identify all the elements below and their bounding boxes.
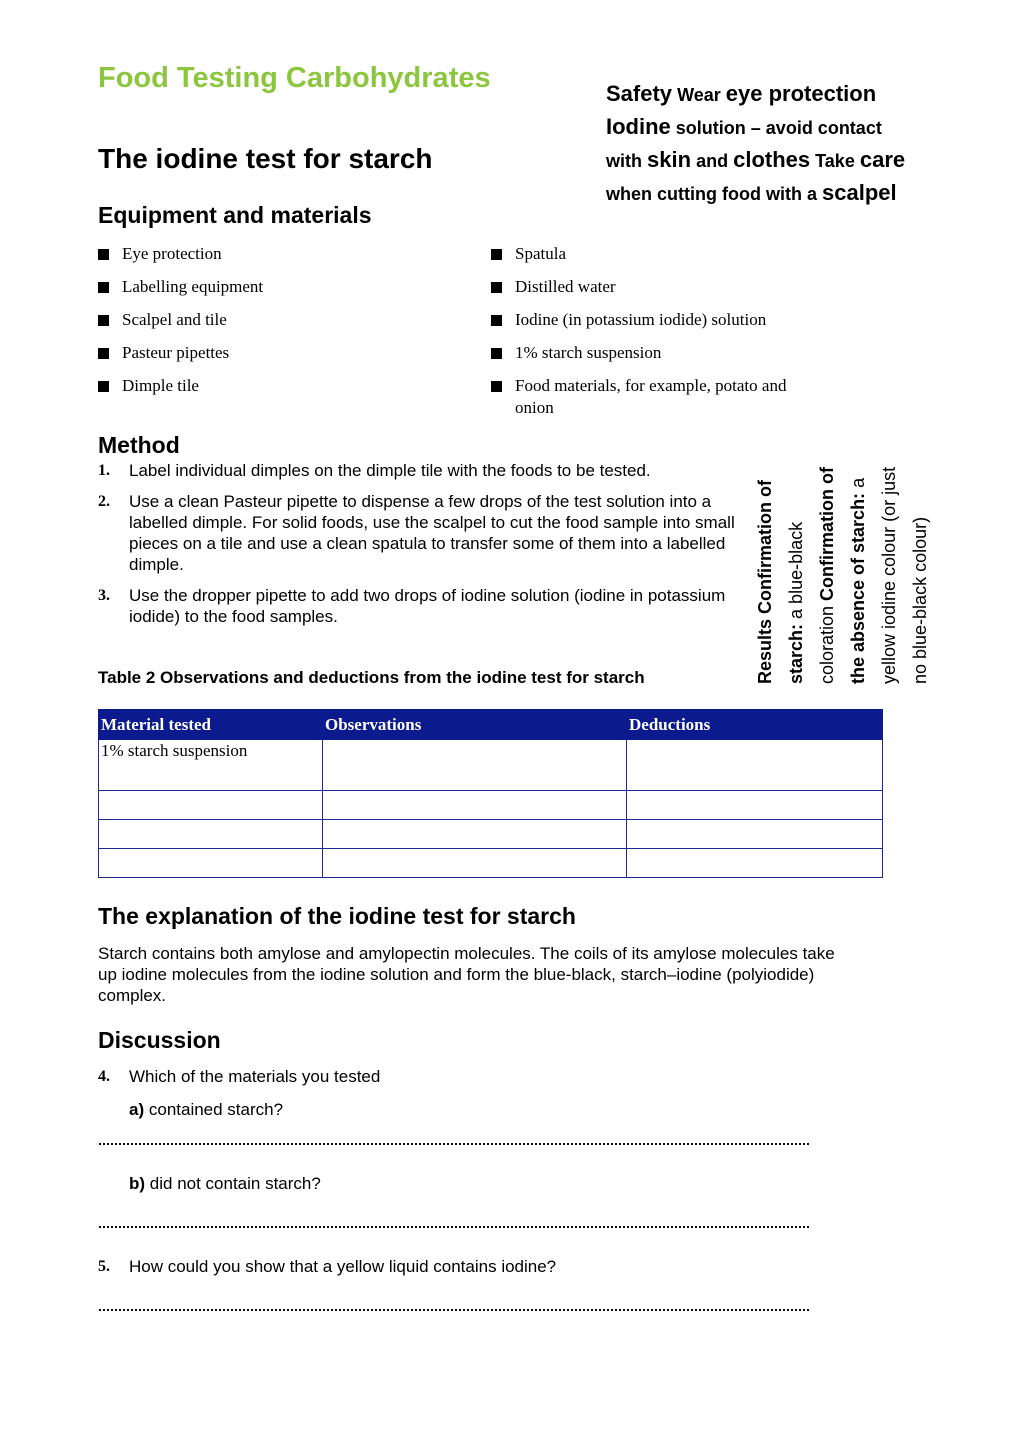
list-item xyxy=(98,375,468,397)
bullet-square-icon xyxy=(491,282,502,293)
observations-table xyxy=(98,709,883,878)
discussion-heading: Discussion xyxy=(98,1027,221,1053)
results-negative-text: a yellow iodine colour (or just no blue-black colour) xyxy=(848,466,930,684)
question-text: Which of the materials you tested xyxy=(129,1067,381,1086)
answer-line[interactable] xyxy=(98,1142,810,1146)
question-text: How could you show that a yellow liquid contains iodine? xyxy=(129,1257,557,1276)
explanation-text: Starch contains both amylose and amylopectin molecules. The coils of its amylose molecules take up iodine molecules from the iodine solution and form the blue-black, starch–iodine (polyiodide) complex. xyxy=(98,944,835,1005)
bullet-square-icon xyxy=(98,381,109,392)
equipment-list-left xyxy=(98,243,468,408)
table-cell[interactable] xyxy=(627,791,883,820)
safety-word: scalpel xyxy=(822,180,897,205)
step-text: Use the dropper pipette to add two drops of iodine solution (iodine in potassium iodide) to the food samples. xyxy=(129,586,726,626)
list-item-text: Labelling equipment xyxy=(122,277,264,296)
list-item xyxy=(491,276,811,298)
safety-word: Wear xyxy=(677,85,721,105)
table-cell[interactable] xyxy=(627,740,883,791)
question-part-label: a) xyxy=(129,1100,145,1119)
table-cell[interactable] xyxy=(323,791,627,820)
table-cell[interactable]: 1% starch suspension xyxy=(99,740,323,791)
page-title: Food Testing Carbohydrates xyxy=(98,62,491,94)
safety-label: Safety xyxy=(606,81,673,106)
bullet-square-icon xyxy=(98,282,109,293)
safety-word: skin xyxy=(647,147,692,172)
column-header-observations: Observations xyxy=(323,710,627,740)
safety-word: care xyxy=(859,147,906,172)
method-heading: Method xyxy=(98,432,180,458)
list-item xyxy=(491,375,811,419)
equipment-list-right xyxy=(491,243,811,430)
section-title: The iodine test for starch xyxy=(98,143,433,174)
table-cell[interactable] xyxy=(99,791,323,820)
safety-word: and xyxy=(696,151,729,171)
table-cell[interactable] xyxy=(99,820,323,849)
safety-notice xyxy=(606,78,966,210)
answer-line[interactable] xyxy=(98,1308,810,1312)
table-cell[interactable] xyxy=(323,820,627,849)
answer-line[interactable] xyxy=(98,1225,810,1229)
list-item xyxy=(98,342,468,364)
explanation-heading: The explanation of the iodine test for starch xyxy=(98,903,576,929)
column-header-deductions: Deductions xyxy=(627,710,883,740)
question-4a xyxy=(129,1100,283,1120)
step-text: Use a clean Pasteur pipette to dispense a few drops of the test solution into a labelled dimple. For solid foods, use the scalpel to cut the food sample into small pieces on a tile and use a clean spatula to transfer some of them into a labelled dimple. xyxy=(129,492,735,574)
table-row xyxy=(99,740,883,791)
bullet-square-icon xyxy=(491,315,502,326)
equipment-heading: Equipment and materials xyxy=(98,202,372,228)
list-item xyxy=(98,276,468,298)
table-cell[interactable] xyxy=(99,849,323,878)
question-text: contained starch? xyxy=(148,1100,284,1119)
results-positive-text: a blue-black coloration xyxy=(786,521,837,684)
safety-word: clothes xyxy=(733,147,811,172)
step-number: 3. xyxy=(98,587,110,604)
table-cell[interactable] xyxy=(627,849,883,878)
safety-word: eye protection xyxy=(725,81,877,106)
question-part-label: b) xyxy=(129,1174,146,1193)
question-text: did not contain starch? xyxy=(149,1174,321,1193)
list-item-text: Distilled water xyxy=(515,277,616,296)
list-item-text: Scalpel and tile xyxy=(122,310,227,329)
column-header-material: Material tested xyxy=(99,710,323,740)
list-item xyxy=(98,309,468,331)
question-number: 5. xyxy=(98,1258,110,1275)
results-positive-label: Confirmation of starch: xyxy=(755,479,806,684)
step-text: Label individual dimples on the dimple tile with the foods to be tested. xyxy=(129,461,651,480)
safety-word: solution – avoid contact xyxy=(675,118,882,138)
results-rotated-text xyxy=(750,444,936,684)
list-item-text: Pasteur pipettes xyxy=(122,343,230,362)
table-caption: Table 2 Observations and deductions from the iodine test for starch xyxy=(98,668,645,687)
bullet-square-icon xyxy=(491,348,502,359)
list-item-text: Food materials, for example, potato and onion xyxy=(515,376,787,417)
bullet-square-icon xyxy=(98,249,109,260)
list-item xyxy=(491,342,811,364)
list-item xyxy=(98,243,468,265)
list-item-text: 1% starch suspension xyxy=(515,343,662,362)
list-item-text: Iodine (in potassium iodide) solution xyxy=(515,310,767,329)
list-item-text: Spatula xyxy=(515,244,566,263)
list-item-text: Eye protection xyxy=(122,244,222,263)
bullet-square-icon xyxy=(491,381,502,392)
question-4b xyxy=(129,1174,321,1194)
table-row xyxy=(99,791,883,820)
safety-word: when cutting food with a xyxy=(606,184,817,204)
list-item xyxy=(491,243,811,265)
step-number: 2. xyxy=(98,493,110,510)
table-cell[interactable] xyxy=(323,740,627,791)
list-item xyxy=(491,309,811,331)
step-number: 1. xyxy=(98,462,110,479)
table-row xyxy=(99,820,883,849)
method-step xyxy=(98,460,738,481)
method-step xyxy=(98,585,738,627)
question-number: 4. xyxy=(98,1068,110,1085)
table-header-row xyxy=(99,710,883,740)
safety-word: with xyxy=(606,151,642,171)
method-steps xyxy=(98,460,738,637)
table-cell[interactable] xyxy=(323,849,627,878)
bullet-square-icon xyxy=(98,315,109,326)
bullet-square-icon xyxy=(98,348,109,359)
results-heading: Results xyxy=(755,618,775,684)
question-5 xyxy=(98,1257,818,1277)
safety-word: Take xyxy=(815,151,855,171)
safety-word: Iodine xyxy=(606,114,671,139)
results-negative-label: Confirmation of the absence of starch: xyxy=(817,466,868,684)
table-row xyxy=(99,849,883,878)
table-cell[interactable] xyxy=(627,820,883,849)
question-4 xyxy=(98,1067,818,1087)
method-step xyxy=(98,491,738,575)
list-item-text: Dimple tile xyxy=(122,376,199,395)
bullet-square-icon xyxy=(491,249,502,260)
